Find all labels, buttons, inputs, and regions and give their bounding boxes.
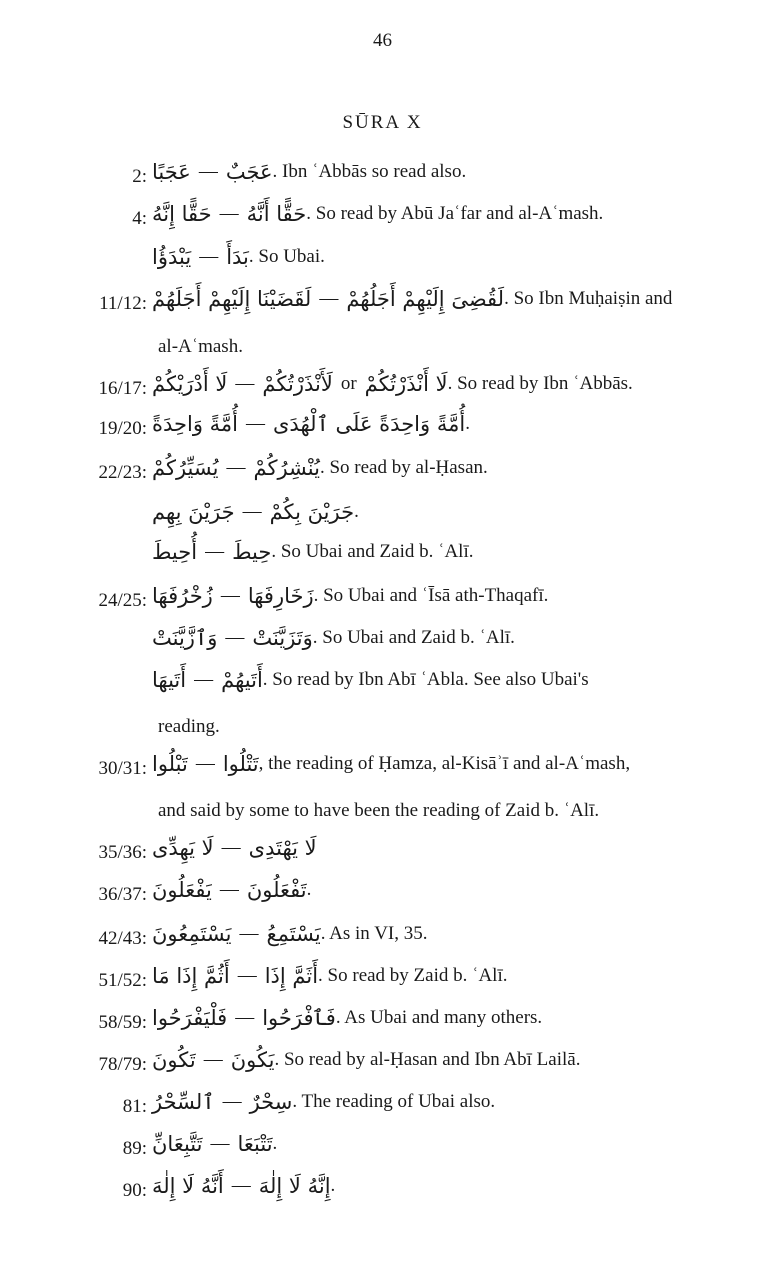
arabic-standard: تَتْلُوا [222,752,259,776]
verse-number: 51/52: [98,970,147,991]
verse-number: 35/36: [98,842,147,863]
entry: 22/23: يُسَيِّرُكُمْ — يُنْشِرُكُمْ. So read by al-Ḥasan. [98,456,488,483]
verse-number: 4: [132,208,147,229]
note: . So read by al-Ḥasan and Ibn Abī Lailā. [274,1049,581,1070]
arabic-standard: تَتْبَعَا [237,1132,273,1156]
entry: أُحِيطَ — حِيطَ. So Ubai and Zaid b. ʿAlī. [152,540,474,564]
note: . [272,1133,278,1154]
note: . As in VI, 35. [320,923,428,944]
arabic-variant: يَفْعَلُونَ [152,878,212,902]
entry: 58/59: فَلْيَفْرَحُوا — فَٱفْرَحُوا. As Ubai and many others. [98,1006,543,1033]
note: . So Ubai and ʿĪsā ath-Thaqafī. [313,585,549,606]
arabic-standard: لَا يَهْتَدِى [248,836,317,860]
arabic-standard: حَقًّا أَنَّهُ [246,202,307,226]
arabic-variant: جَرَيْنَ بِهِم [152,500,235,524]
note: . The reading of Ubai also. [292,1091,496,1112]
verse-number: 2: [132,166,147,187]
arabic-standard: لَأَنْذَرْتُكُمْ [262,372,333,396]
verse-number: 36/37: [98,884,147,905]
arabic-variant: يَسْتَمِعُونَ [152,922,232,946]
arabic-variant: لَا يَهِدِّى [152,836,214,860]
entry: 19/20: أُمَّةً وَاحِدَةً — أُمَّةً وَاحِدَةً عَلَى ٱلْهُدَى. [98,412,470,439]
arabic-variant: يَبْدَؤُا [152,245,192,269]
entry: 11/12: لَقَضَيْنَا إِلَيْهِمْ أَجَلَهُمْ — لَقُضِىَ إِلَيْهِمْ أَجَلُهُمْ. So Ibn Muḥaiṣin and [99,287,673,314]
verse-number: 11/12: [99,293,147,314]
entry: 81: ٱلسِّحْرُ — سِحْرٌ. The reading of Ubai also. [122,1090,496,1117]
arabic-standard: يَكُونَ [230,1048,275,1072]
arabic-variant: زُخْرُفَهَا [152,584,213,608]
verse-number: 42/43: [98,928,147,949]
arabic-standard: زَخَارِفَهَا [247,584,314,608]
note: . [330,1175,336,1196]
entry: 89: تَتَّبِعَانِّ — تَتْبَعَا. [122,1132,278,1159]
note: . So Ubai and Zaid b. ʿAlī. [312,627,515,648]
arabic-variant: لَقَضَيْنَا إِلَيْهِمْ أَجَلَهُمْ [152,287,312,311]
arabic-variant: ٱلسِّحْرُ [152,1090,215,1114]
verse-number: 16/17: [98,378,147,399]
entry: وَٱزَّيَّنَتْ — وَتَزَيَّنَتْ. So Ubai and Zaid b. ʿAlī. [152,626,515,650]
note: . As Ubai and many others. [335,1007,543,1028]
entry: يَبْدَؤُا — بَدَأَ. So Ubai. [152,245,325,269]
note: . So Ibn Muḥaiṣin and [504,288,673,309]
verse-number: 24/25: [98,590,147,611]
arabic-variant: تَتَّبِعَانِّ [152,1132,203,1156]
page-number: 46 [373,30,392,51]
note: . So read by Ibn Abī ʿAbla. See also Ubai's [262,669,589,690]
note: . [465,413,470,434]
verse-number: 90: [122,1180,147,1201]
arabic-standard: فَٱفْرَحُوا [262,1006,336,1030]
note: . So Ubai and Zaid b. ʿAlī. [271,541,474,562]
note: and said by some to have been the reading of Zaid b. ʿAlī. [158,800,600,821]
verse-number: 89: [122,1138,147,1159]
arabic-standard: جَرَيْنَ بِكُمْ [269,500,355,524]
or-label: or [340,373,357,394]
note: , the reading of Ḥamza, al-Kisāʾī and al-Aʿmash, [258,753,631,774]
entry: 24/25: زُخْرُفَهَا — زَخَارِفَهَا. So Ubai and ʿĪsā ath-Thaqafī. [98,584,549,611]
arabic-variant: يُسَيِّرُكُمْ [152,456,219,480]
entry: 51/52: أَثُمَّ إِذَا مَا — أَثَمَّ إِذَا. So read by Zaid b. ʿAlī. [98,964,508,991]
arabic-standard: عَجَبٌ [225,160,273,184]
entry: 35/36: لَا يَهِدِّى — لَا يَهْتَدِى [98,836,317,863]
arabic-variant: أَتَيهَا [152,668,187,692]
entry: أَتَيهَا — أَتَيهُمْ. So read by Ibn Abī ʿAbla. See also Ubai's [152,668,589,692]
note: . So read by Ibn ʿAbbās. [447,373,633,394]
verse-number: 19/20: [98,418,147,439]
verse-number: 30/31: [98,758,147,779]
entry: 90: أَنَّهُ لَا إِلٰهَ — إِنَّهُ لَا إِلٰهَ. [122,1174,336,1201]
arabic-variant: أَثُمَّ إِذَا مَا [152,964,230,988]
note: . So Ubai. [248,246,325,267]
arabic-variant: أُمَّةً وَاحِدَةً [152,412,238,436]
arabic-standard: أَثَمَّ إِذَا [264,964,319,988]
arabic-standard: أَتَيهُمْ [221,668,263,692]
entry: 2: عَجَبًا — عَجَبٌ. Ibn ʿAbbās so read also. [132,160,467,187]
arabic-standard: يُنْشِرُكُمْ [253,456,320,480]
arabic-standard: لَقُضِىَ إِلَيْهِمْ أَجَلُهُمْ [346,287,505,311]
entry: 36/37: يَفْعَلُونَ — تَفْعَلُونَ. [98,878,312,905]
arabic-variant: وَٱزَّيَّنَتْ [152,626,218,650]
note: . So read by Abū Jaʿfar and al-Aʿmash. [306,203,604,224]
entry-continuation [0,712,765,752]
note: reading. [158,716,220,737]
verse-number: 78/79: [98,1054,147,1075]
entry: 4: حَقًّا إِنَّهُ — حَقًّا أَنَّهُ. So read by Abū Jaʿfar and al-Aʿmash. [132,202,604,229]
entry: 42/43: يَسْتَمِعُونَ — يَسْتَمِعُ. As in VI, 35. [98,922,428,949]
arabic-standard: تَفْعَلُونَ [246,878,307,902]
arabic-variant: عَجَبًا [152,160,191,184]
entry: 30/31: تَبْلُوا — تَتْلُوا, the reading of Ḥamza, al-Kisāʾī and al-Aʿmash, [98,752,631,779]
arabic-standard: أُمَّةً وَاحِدَةً عَلَى ٱلْهُدَى [273,412,466,436]
arabic-variant: لَا أَدْرَيْكُمْ [152,372,228,396]
entry: جَرَيْنَ بِهِم — جَرَيْنَ بِكُمْ. [152,500,359,524]
arabic-variant: فَلْيَفْرَحُوا [152,1006,228,1030]
arabic-standard: حِيطَ [232,540,272,564]
arabic-standard: بَدَأَ [226,245,249,269]
note: . Ibn ʿAbbās so read also. [272,161,467,182]
arabic-standard: وَتَزَيَّنَتْ [252,626,313,650]
arabic-alternative: لَا أَنْذَرْتُكُمْ [364,372,448,396]
note: . So read by al-Ḥasan. [319,457,488,478]
note: . [306,879,312,900]
arabic-variant: تَبْلُوا [152,752,188,776]
arabic-standard: سِحْرٌ [249,1090,293,1114]
note: al-Aʿmash. [158,336,243,357]
note: . [354,501,359,522]
entry: 78/79: تَكُونَ — يَكُونَ. So read by al-Ḥasan and Ibn Abī Lailā. [98,1048,581,1075]
arabic-variant: أَنَّهُ لَا إِلٰهَ [152,1174,224,1198]
sura-title: SŪRA X [342,112,423,133]
arabic-variant: تَكُونَ [152,1048,196,1072]
arabic-variant: حَقًّا إِنَّهُ [152,202,212,226]
verse-number: 22/23: [98,462,147,483]
verse-number: 81: [122,1096,147,1117]
arabic-standard: إِنَّهُ لَا إِلٰهَ [258,1174,331,1198]
verse-number: 58/59: [98,1012,147,1033]
arabic-variant: أُحِيطَ [152,540,198,564]
entry-continuation [0,794,765,834]
entry: 16/17: لَا أَدْرَيْكُمْ — لَأَنْذَرْتُكُمْ or لَا أَنْذَرْتُكُمْ. So read by Ibn ʿAbbās. [98,372,633,399]
entry-continuation [0,330,765,370]
arabic-standard: يَسْتَمِعُ [266,922,321,946]
note: . So read by Zaid b. ʿAlī. [318,965,508,986]
